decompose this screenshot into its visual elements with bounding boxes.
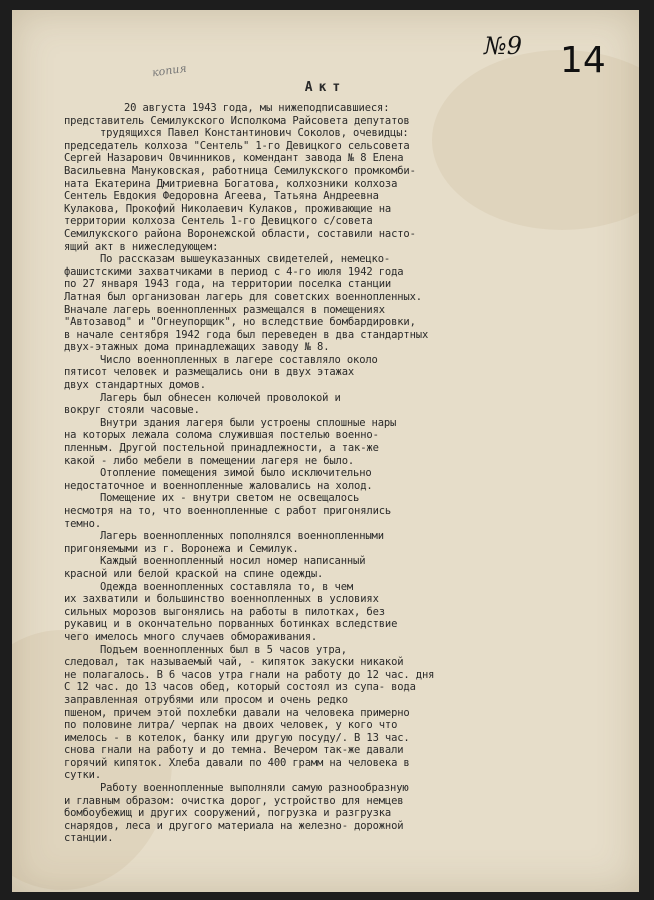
text-line: красной или белой краской на спине одежды. [64, 567, 324, 580]
text-line: По рассказам вышеуказанных свидетелей, немецко- [100, 253, 391, 266]
text-line: 20 августа 1943 года, мы нижеподписавшиеся: [124, 102, 390, 114]
text-line: Васильевна Мануковская, работница Семилукского промкомби- [64, 164, 416, 177]
text-line: не полагалось. В 6 часов утра гнали на работу до 12 час. дня [64, 668, 435, 681]
text-line: в начале сентября 1942 года был переведен в два стандартных [64, 328, 429, 341]
text-line: фашистскими захватчиками в период с 4-го июля 1942 года [64, 265, 404, 278]
text-line: Отопление помещения зимой было исключительно [100, 467, 372, 480]
page-number: 14 [560, 40, 606, 81]
text-line: следовал, так называемый чай, - кипяток закуски никакой [64, 656, 404, 669]
text-line: С 12 час. до 13 часов обед, который состоял из супа- вода [64, 681, 416, 694]
text-line: горячий кипяток. Хлеба давали по 400 грамм на человека в [64, 756, 410, 769]
text-line: пленным. Другой постельной принадлежности, а так-же [64, 442, 379, 455]
text-line: территории колхоза Сентель 1-го Девицкого с/совета [64, 215, 373, 228]
pencil-note: копия [151, 61, 188, 80]
text-line: Лагерь был обнесен колючей проволокой и [100, 391, 341, 404]
text-line: темно. [64, 517, 102, 530]
text-line: пригоняемыми из г. Воронежа и Семилук. [64, 542, 299, 555]
document-title: Акт [304, 80, 347, 95]
text-line: Внутри здания лагеря были устроены сплошные нары [100, 416, 397, 429]
text-line: Подъем военнопленных был в 5 часов утра, [100, 643, 347, 656]
text-line: Помещение их - внутри светом не освещалось [100, 492, 360, 505]
text-line: Семилукского района Воронежской области, составили насто- [64, 227, 416, 240]
text-line: их захватили и большинство военнопленных в условиях [64, 593, 379, 606]
text-line: по 27 января 1943 года, на территории поселка станции [64, 278, 392, 291]
text-line: трудящихся Павел Константинович Соколов, очевидцы: [100, 127, 409, 140]
text-line: несмотря на то, что военнопленные с работ пригонялись [64, 505, 392, 517]
text-line: ящий акт в нижеследующем: [64, 240, 219, 253]
text-line: станции. [64, 832, 114, 845]
text-line: двух-этажных дома принадлежащих заводу № 8. [64, 341, 330, 354]
text-line: снарядов, леса и другого материала на железно- дорожной [64, 819, 404, 832]
text-line: представитель Семилукского Исполкома Райсовета депутатов [64, 114, 410, 127]
text-line: Сентель Евдокия Федоровна Агеева, Татьяна Андреевна [64, 190, 379, 203]
text-line: Каждый военнопленный носил номер написанный [100, 555, 366, 568]
text-line: пшеном, причем этой похлебки давали на человека примерно [64, 706, 410, 719]
text-line: двух стандартных домов. [64, 379, 206, 392]
text-line: по половине литра/ черпак на двоих человек, у кого что [64, 719, 398, 732]
text-line: недостаточное и военнопленные жаловались на холод. [64, 479, 373, 492]
text-line: Число военнопленных в лагере составляло около [100, 353, 378, 366]
text-line: на которых лежала солома служившая постелью военно- [64, 429, 379, 442]
text-line: Лагерь военнопленных пополнялся военнопленными [100, 530, 384, 543]
text-line: какой - либо мебели в помещении лагеря не было. [64, 454, 355, 467]
text-line: чего имелось много случаев обмораживания. [64, 630, 318, 643]
text-line: снова гнали на работу и до темна. Вечером так-же давали [64, 744, 404, 757]
document-body [64, 102, 624, 845]
text-line: бомбоубежищ и других сооружений, погрузка и разгрузка [64, 807, 392, 820]
text-line: и главным образом: очистка дорог, устройство для немцев [64, 794, 404, 807]
text-line: Кулакова, Прокофий Николаевич Кулаков, проживающие на [64, 202, 392, 215]
text-line: вокруг стояли часовые. [64, 404, 200, 417]
text-line: Вначале лагерь военнопленных размещался в помещениях [64, 303, 385, 316]
text-line: председатель колхоза "Сентель" 1-го Девицкого сельсовета [64, 139, 410, 152]
text-line: имелось - в котелок, банку или другую посуду/. В 13 час. [64, 731, 410, 744]
text-line: Сергей Назарович Овчинников, комендант завода № 8 Елена [64, 152, 404, 165]
text-line: Работу военнопленные выполняли самую разнообразную [100, 782, 409, 795]
text-line: Латная был организован лагерь для советских военнопленных. [64, 290, 422, 303]
text-line: рукавиц и в окончательно порванных ботинках вследствие [64, 618, 398, 631]
text-line: сутки. [64, 769, 102, 782]
text-line: Одежда военнопленных составляла то, в чем [100, 580, 354, 593]
text-line: заправленная отрубями или просом и очень редко [64, 693, 348, 706]
text-line: "Автозавод" и "Огнеупорщик", но вследствие бомбардировки, [64, 316, 416, 329]
text-line: ната Екатерина Дмитриевна Богатова, колхозники колхоза [64, 177, 398, 190]
document-page [12, 10, 639, 892]
text-line: сильных морозов выгонялись на работы в пилотках, без [64, 605, 385, 618]
text-line: пятисот человек и размещались они в двух этажах [64, 366, 355, 379]
sheet-number: №9 [484, 32, 522, 60]
